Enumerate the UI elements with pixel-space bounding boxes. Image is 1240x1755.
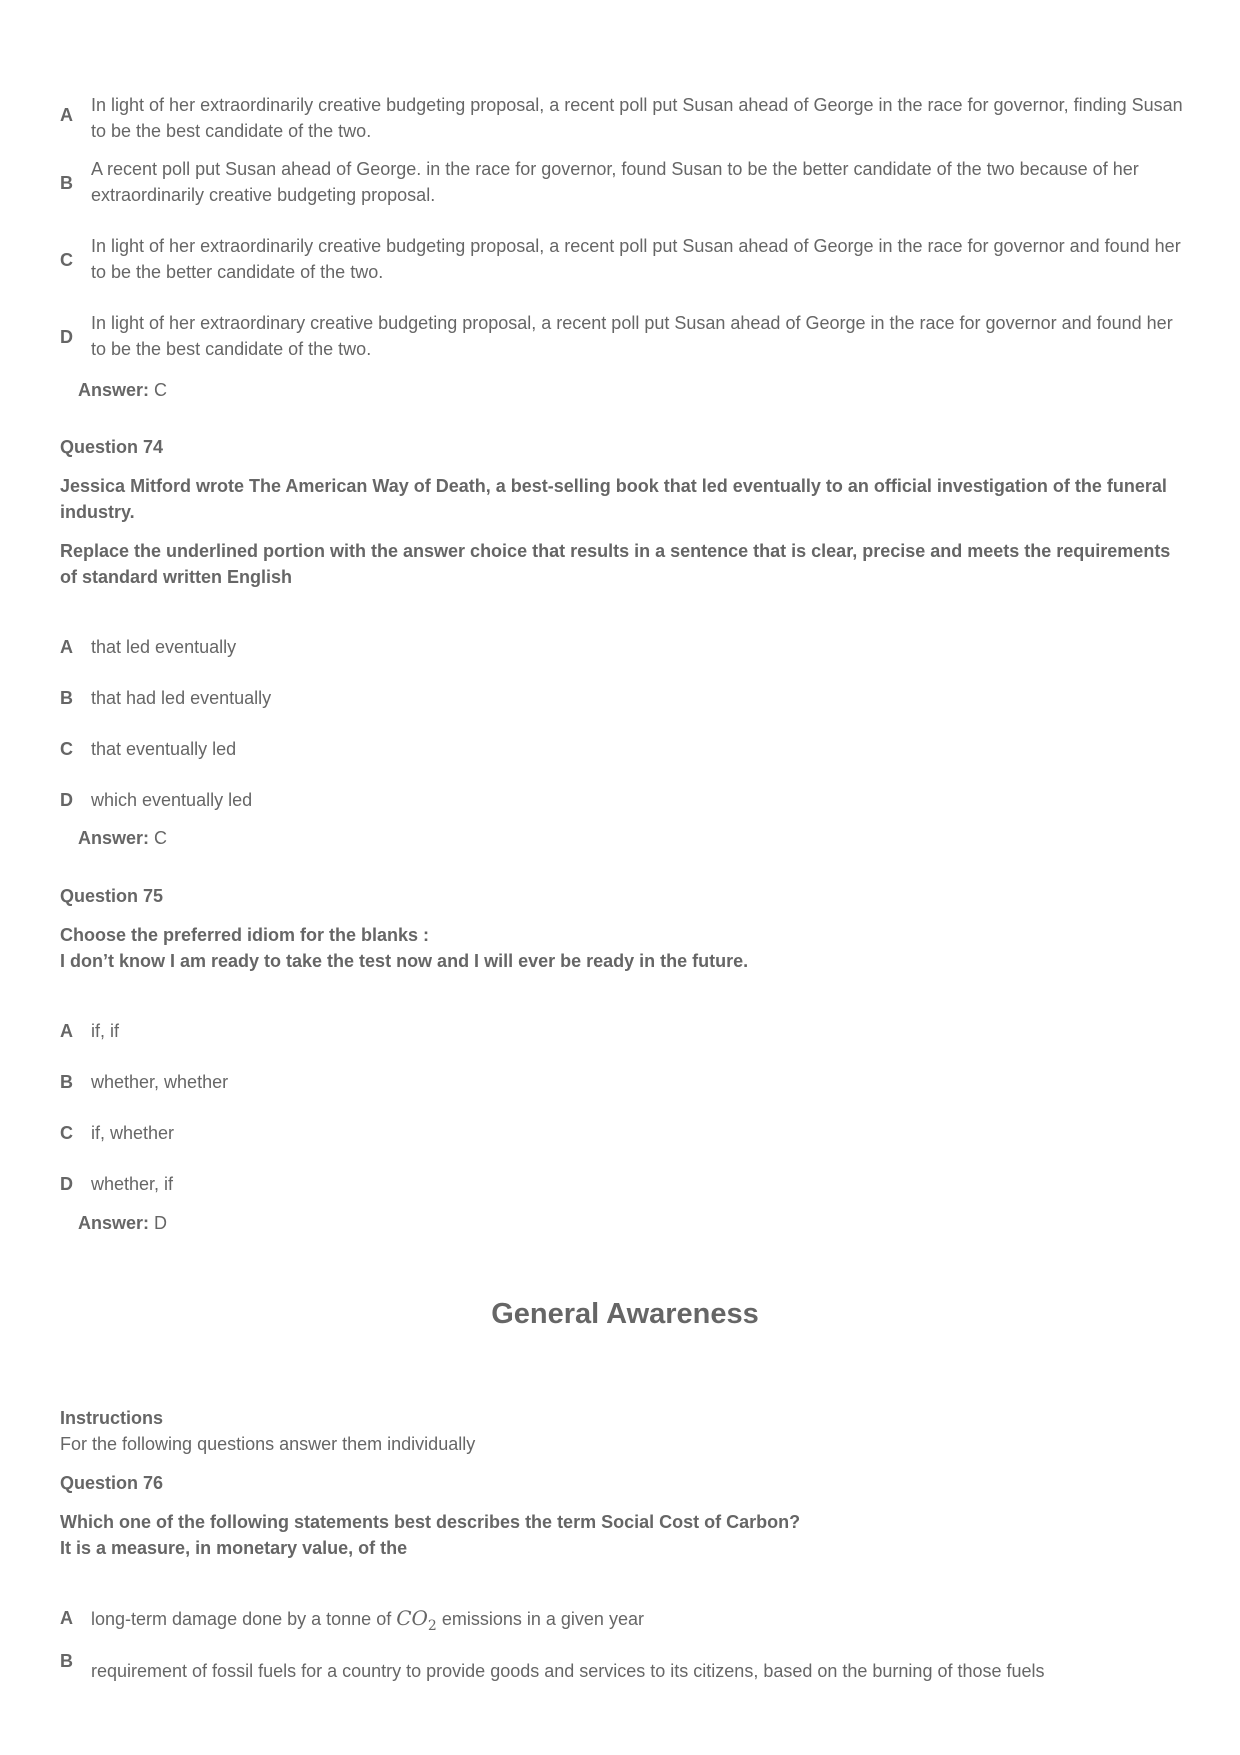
option-text: which eventually led: [91, 790, 253, 810]
option-text: whether, if: [91, 1174, 174, 1194]
answer-value: C: [154, 828, 168, 848]
option-letter: A: [60, 637, 73, 657]
option-b: [60, 1069, 1190, 1095]
section-title: General Awareness: [491, 1298, 759, 1330]
option-text: requirement of fossil fuels for a country to provide goods and services to its citizens, based on the burning of those fuels: [91, 1661, 1045, 1681]
option-letter: C: [60, 250, 73, 270]
question-text: Jessica Mitford wrote The American Way of Death, a best-selling book that led eventually to an official investigation of the funeral industry.: [60, 476, 1167, 522]
answer-value: D: [154, 1213, 168, 1233]
option-b: [60, 685, 1190, 711]
answer: [78, 377, 167, 403]
option-c: [60, 233, 1190, 285]
option-b: [60, 1648, 1190, 1688]
option-letter: D: [60, 790, 73, 810]
option-letter: B: [60, 688, 73, 708]
option-letter: A: [60, 105, 73, 125]
question-title: Question 74: [60, 437, 164, 457]
option-text: that led eventually: [91, 637, 237, 657]
option-c: [60, 736, 1190, 762]
option-text: In light of her extraordinarily creative budgeting proposal, a recent poll put Susan ahead of George in the race for governor, finding Susan to be the best candidate of the two.: [91, 95, 1183, 141]
option-letter: C: [60, 1123, 73, 1143]
option-a: [60, 1018, 1190, 1044]
option-letter: C: [60, 739, 73, 759]
option-d: [60, 1171, 1190, 1197]
option-a: [60, 1605, 1190, 1633]
instructions-label: Instructions: [60, 1408, 164, 1428]
question-instruction: Replace the underlined portion with the answer choice that results in a sentence that is clear, precise and meets the requirements of standard written English: [60, 541, 1171, 587]
option-text: [91, 1605, 1191, 1639]
question-title: Question 76: [60, 1473, 164, 1493]
option-text: In light of her extraordinary creative budgeting proposal, a recent poll put Susan ahead of George in the race for governor and found her to be the best candidate of the two.: [91, 313, 1173, 359]
question-text-line2: I don’t know I am ready to take the test now and I will ever be ready in the future.: [60, 951, 749, 971]
answer-value: C: [154, 380, 168, 400]
option-letter: D: [60, 1174, 73, 1194]
formula-main: CO: [396, 1606, 428, 1630]
co2-formula: [396, 1606, 437, 1634]
option-b: [60, 156, 1190, 208]
option-text: whether, whether: [91, 1072, 229, 1092]
option-text-before: long-term damage done by a tonne of: [91, 1609, 392, 1629]
option-text: if, if: [91, 1021, 120, 1041]
option-letter: B: [60, 1072, 73, 1092]
option-letter: A: [60, 1608, 73, 1628]
option-letter: A: [60, 1021, 73, 1041]
instructions-text: For the following questions answer them individually: [60, 1434, 476, 1454]
answer-label: Answer:: [78, 380, 150, 400]
answer: [78, 825, 167, 851]
question-text-line2: It is a measure, in monetary value, of the: [60, 1538, 408, 1558]
question-text-line1: Choose the preferred idiom for the blanks :: [60, 925, 430, 945]
answer-label: Answer:: [78, 828, 150, 848]
option-text: that eventually led: [91, 739, 237, 759]
option-a: [60, 634, 1190, 660]
option-a: [60, 92, 1190, 144]
option-letter: B: [60, 1651, 73, 1671]
option-text: In light of her extraordinarily creative budgeting proposal, a recent poll put Susan ahead of George in the race for governor and found her to be the better candidate of the two.: [91, 236, 1181, 282]
question-title: Question 75: [60, 886, 164, 906]
question-text-line1: Which one of the following statements best describes the term Social Cost of Carbon?: [60, 1512, 801, 1532]
option-d: [60, 310, 1190, 362]
answer: [78, 1210, 167, 1236]
option-text: A recent poll put Susan ahead of George. in the race for governor, found Susan to be the better candidate of the two because of her extraordinarily creative budgeting proposal.: [91, 159, 1139, 205]
option-text-after: emissions in a given year: [441, 1609, 644, 1629]
option-letter: B: [60, 173, 73, 193]
option-d: [60, 787, 1190, 813]
formula-subscript: 2: [427, 1618, 437, 1634]
answer-label: Answer:: [78, 1213, 150, 1233]
option-letter: D: [60, 327, 73, 347]
option-text: if, whether: [91, 1123, 175, 1143]
option-c: [60, 1120, 1190, 1146]
option-text: that had led eventually: [91, 688, 272, 708]
